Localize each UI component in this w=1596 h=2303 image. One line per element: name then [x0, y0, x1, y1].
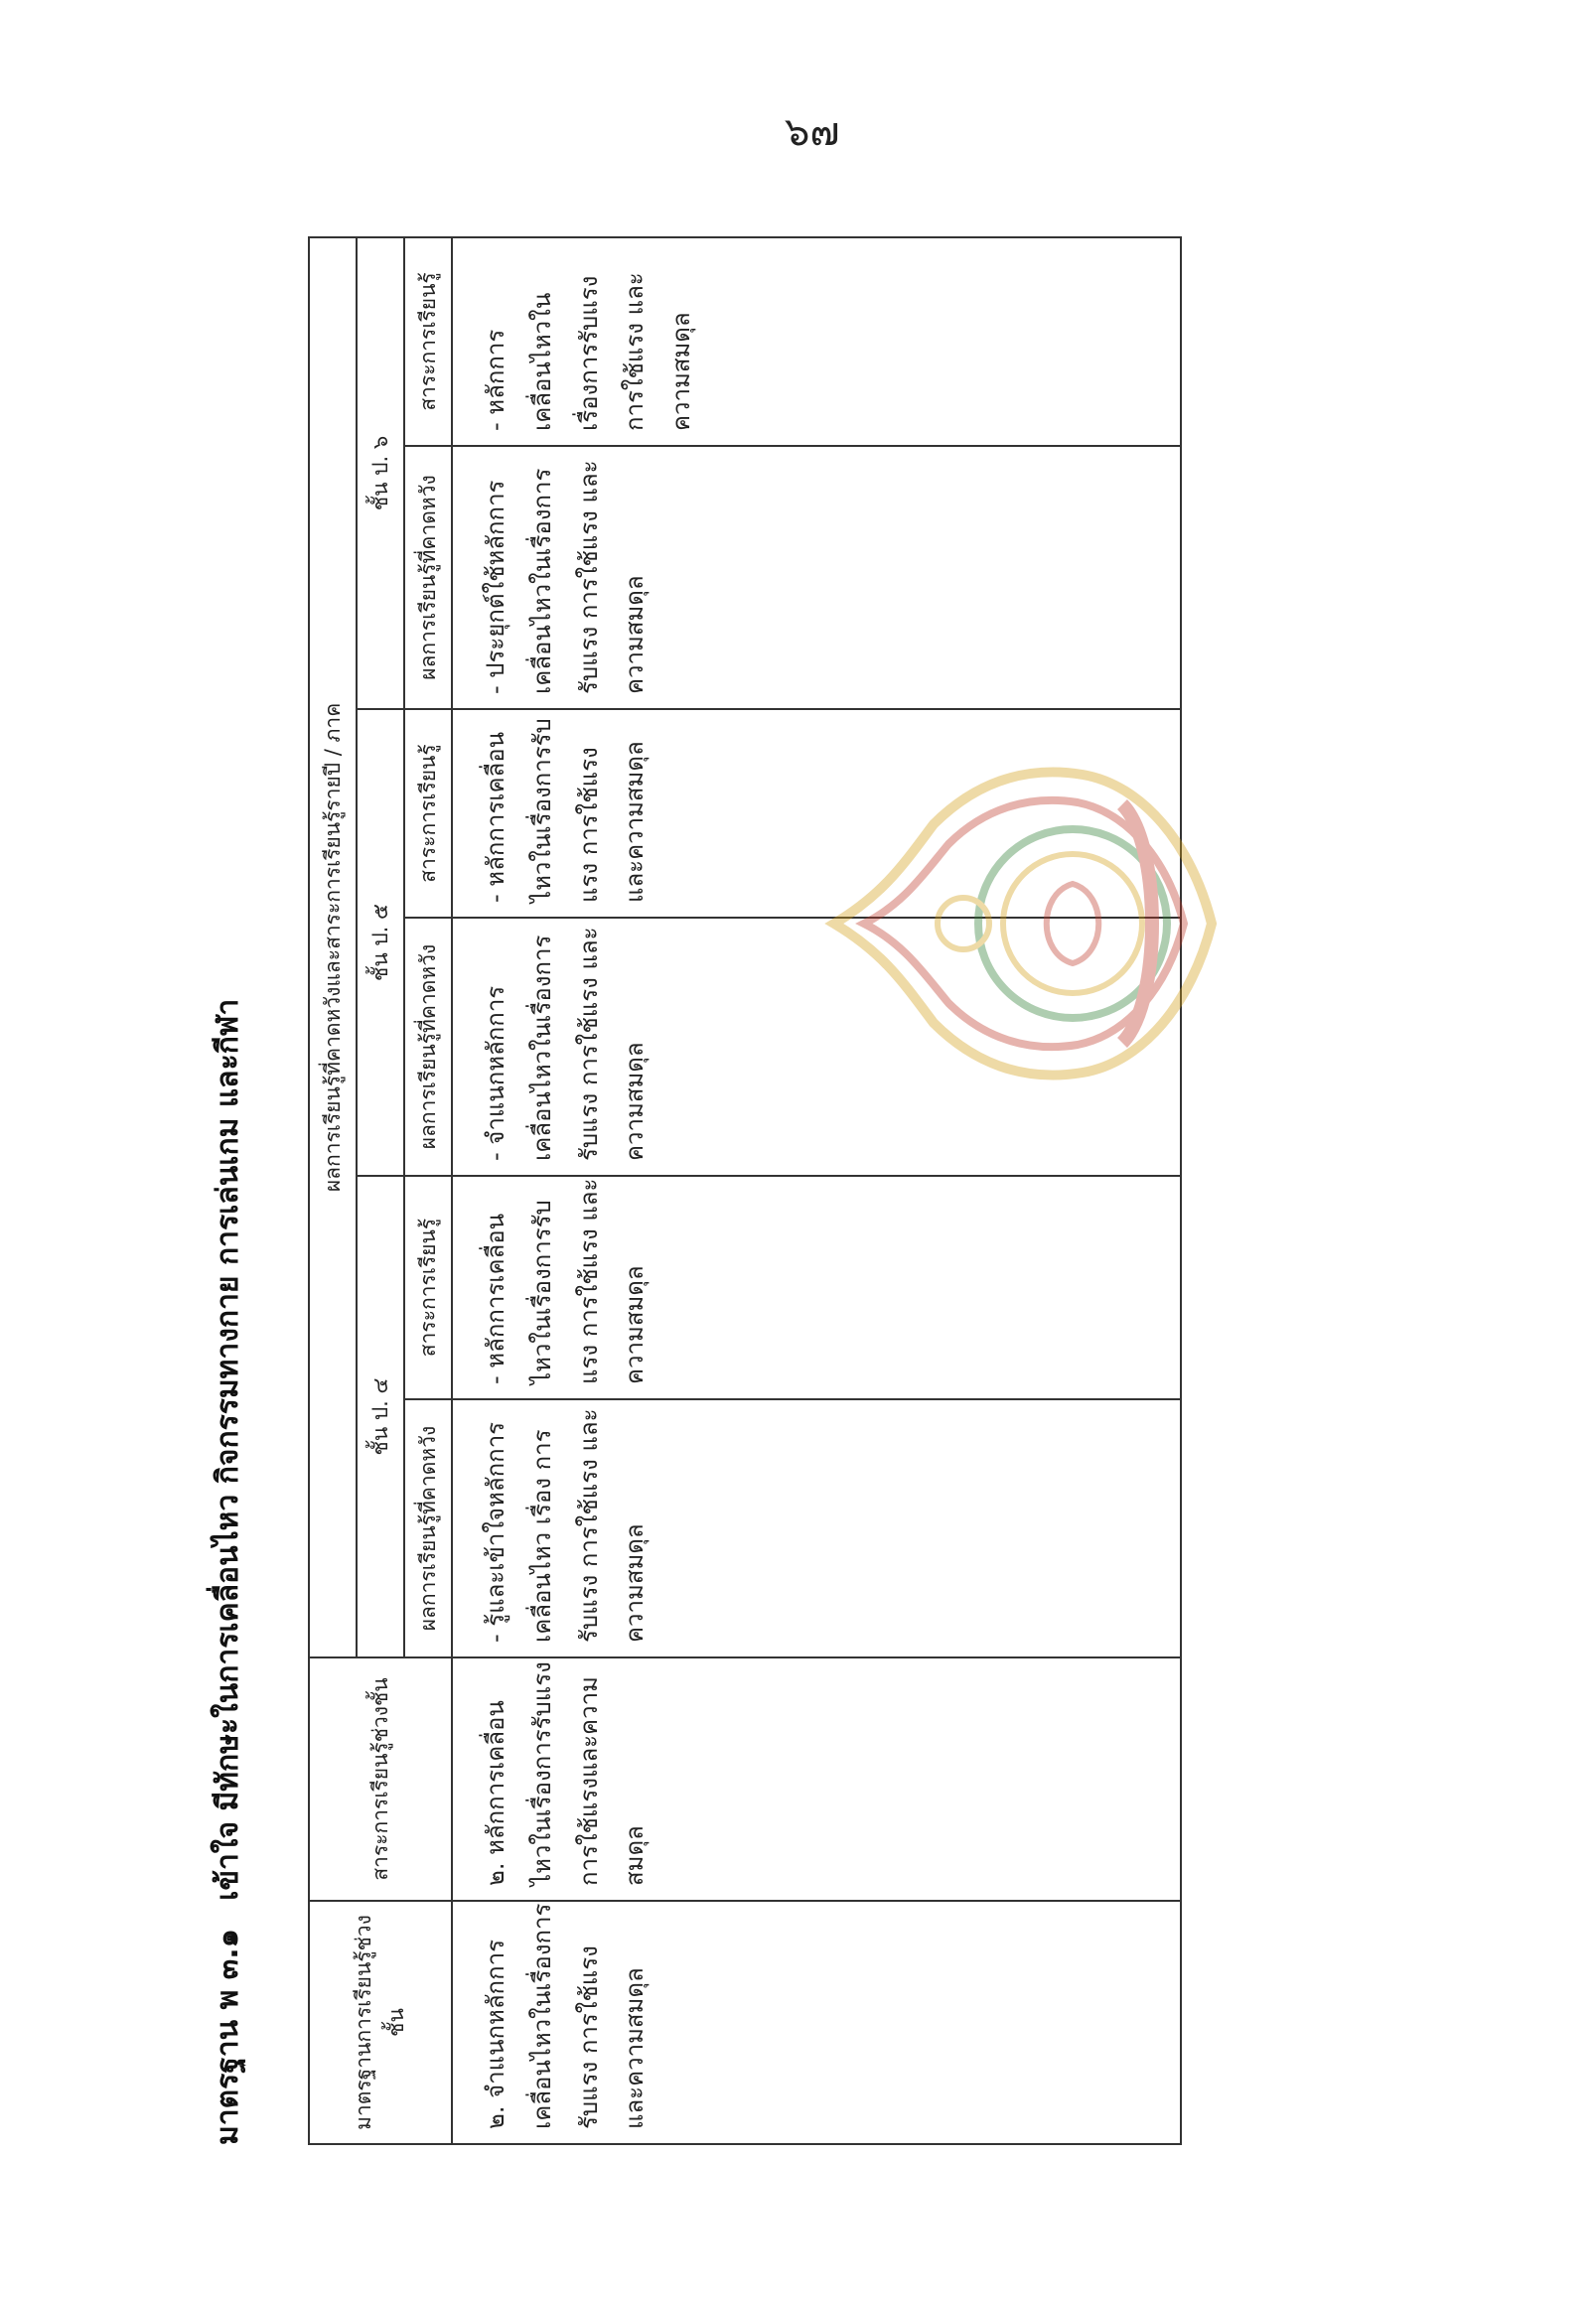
cell-p5-content	[452, 709, 1181, 918]
header-p6-content: สาระการเรียนรู้	[404, 237, 452, 446]
text-line: ๒. จำแนกหลักการ	[482, 1940, 509, 2129]
cell-content	[452, 1657, 1181, 1901]
cell-p6-content	[452, 237, 1181, 446]
cell-p4-content	[452, 1176, 1181, 1399]
text-line: เรื่องการรับแรง	[574, 275, 603, 431]
text-line: ความสมดุล	[621, 575, 650, 694]
text-line: ความสมดุล	[667, 312, 696, 431]
text-line: รับแรง การใช้แรง และ	[574, 1408, 603, 1643]
header-grade-p4: ชั้น ป. ๔	[357, 1176, 404, 1657]
cell-p6-expected	[452, 446, 1181, 709]
text-line: ความสมดุล	[621, 1042, 650, 1161]
text-line: - หลักการเคลื่อน	[482, 731, 509, 903]
cell-p4-expected	[452, 1399, 1181, 1657]
cell-standard	[452, 1901, 1181, 2144]
text-line: รับแรง การใช้แรง และ	[574, 460, 603, 694]
header-content: สาระการเรียนรู้ช่วงชั้น	[309, 1657, 452, 1901]
header-p6-expected: ผลการเรียนรู้ที่คาดหวัง	[404, 446, 452, 709]
text-line: ไหวในเรื่องการรับแรง	[527, 1661, 556, 1886]
curriculum-table-container	[308, 238, 1182, 2145]
header-group: ผลการเรียนรู้ที่คาดหวังและสาระการเรียนรู้รายปี / ภาค	[309, 237, 357, 1657]
header-grade-p5: ชั้น ป. ๕	[357, 709, 404, 1176]
text-line: เคลื่อนไหวใน	[527, 292, 556, 431]
rotated-page-content	[199, 238, 1202, 2145]
text-line: ไหวในเรื่องการรับ	[527, 1200, 556, 1384]
text-line: แรง การใช้แรง และ	[574, 1178, 603, 1384]
text-line: และความสมดุล	[621, 1967, 650, 2129]
standard-code: มาตรฐาน พ ๓.๑	[211, 1929, 245, 2145]
text-line: สมดุล	[621, 1825, 650, 1886]
text-line: การใช้แรงและความ	[574, 1676, 603, 1886]
standard-description: เข้าใจ มีทักษะในการเคลื่อนไหว กิจกรรมทางกาย การเล่นเกม และกีฬา	[211, 998, 245, 1901]
curriculum-table	[308, 236, 1182, 2145]
text-line: การใช้แรง และ	[621, 272, 650, 431]
page-number: ๖๗	[785, 109, 840, 155]
text-line: เคลื่อนไหวในเรื่องการ	[527, 468, 556, 694]
cell-p5-expected	[452, 918, 1181, 1176]
text-line: ความสมดุล	[621, 1523, 650, 1643]
text-line: ความสมดุล	[621, 1265, 650, 1384]
table-row	[452, 237, 1181, 2144]
text-line: รับแรง การใช้แรง	[574, 1945, 603, 2129]
text-line: และความสมดุล	[621, 741, 650, 903]
header-p5-content: สาระการเรียนรู้	[404, 709, 452, 918]
text-line: - หลักการ	[482, 329, 509, 431]
text-line: - รู้และเข้าใจหลักการ	[482, 1421, 509, 1643]
text-line: แรง การใช้แรง	[574, 747, 603, 903]
text-line: เคลื่อนไหว เรื่อง การ	[527, 1429, 556, 1643]
text-line: เคลื่อนไหวในเรื่องการ	[527, 935, 556, 1161]
header-p4-content: สาระการเรียนรู้	[404, 1176, 452, 1399]
text-line: เคลื่อนไหวในเรื่องการ	[527, 1903, 556, 2129]
header-p5-expected: ผลการเรียนรู้ที่คาดหวัง	[404, 918, 452, 1176]
text-line: - ประยุกต์ใช้หลักการ	[482, 480, 509, 694]
text-line: - จำแนกหลักการ	[482, 985, 509, 1161]
text-line: - หลักการเคลื่อน	[482, 1213, 509, 1384]
text-line: ไหวในเรื่องการรับ	[527, 718, 556, 903]
text-line: ๒. หลักการเคลื่อน	[482, 1700, 509, 1886]
document-title	[199, 238, 258, 2145]
text-line: รับแรง การใช้แรง และ	[574, 927, 603, 1161]
header-p4-expected: ผลการเรียนรู้ที่คาดหวัง	[404, 1399, 452, 1657]
header-grade-p6: ชั้น ป. ๖	[357, 237, 404, 709]
header-standard: มาตรฐานการเรียนรู้ช่วงชั้น	[309, 1901, 452, 2144]
